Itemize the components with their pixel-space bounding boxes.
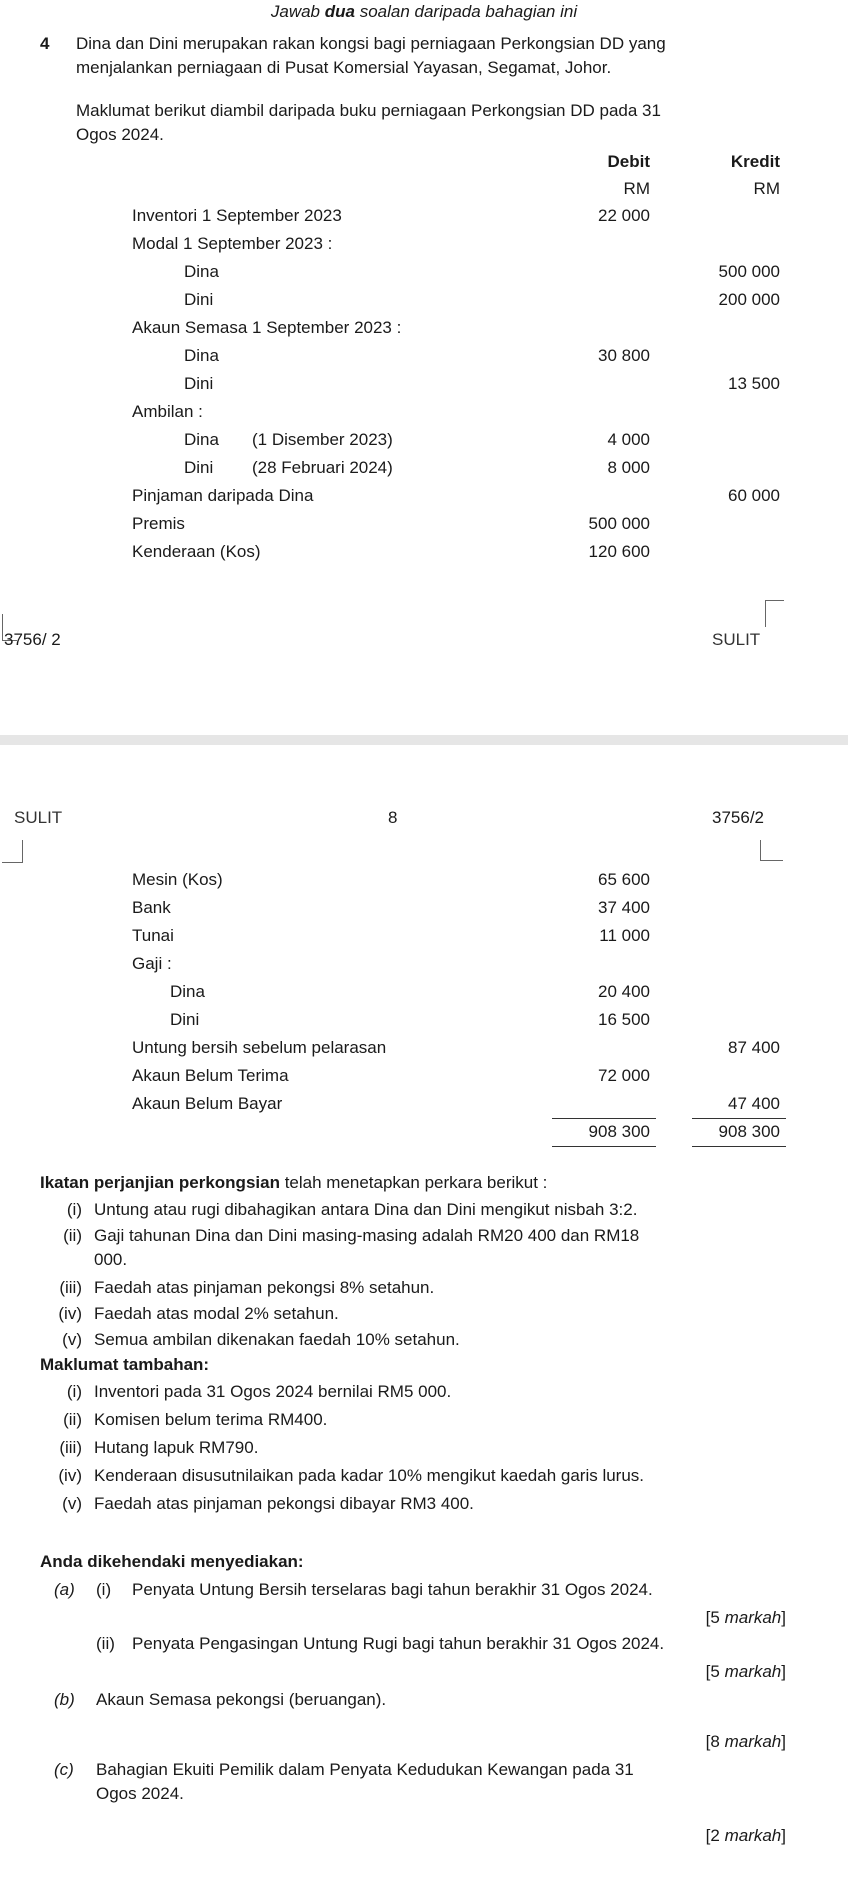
total-debit: 908 300 — [588, 1122, 650, 1141]
page2-header-code: 3756/2 — [712, 808, 764, 827]
agreement-num: (v) — [62, 1330, 82, 1349]
ledger-debit: 20 400 — [598, 982, 650, 1001]
ledger-label: Akaun Semasa 1 September 2023 : — [132, 318, 402, 337]
page1-footer-sulit: SULIT — [712, 630, 761, 649]
agreement-heading: Ikatan perjanjian perkongsian telah menetapkan perkara berikut : — [40, 1173, 548, 1192]
ledger-debit: 30 800 — [598, 346, 650, 365]
ledger-label: Premis — [132, 514, 185, 533]
ledger-label: Bank — [132, 898, 171, 917]
task-b-label: (b) — [54, 1690, 75, 1709]
additional-num: (v) — [62, 1494, 82, 1513]
ledger-label: Untung bersih sebelum pelarasan — [132, 1038, 387, 1057]
page2-header-sulit: SULIT — [14, 808, 63, 827]
crop-mark-top-left — [2, 840, 23, 863]
ledger-label: Dina — [170, 982, 205, 1001]
ledger-debit: 22 000 — [598, 206, 650, 225]
tasks-heading: Anda dikehendaki menyediakan: — [40, 1552, 304, 1571]
ledger-kredit: 60 000 — [728, 486, 780, 505]
ledger-label: Pinjaman daripada Dina — [132, 486, 314, 505]
ledger-label: Gaji : — [132, 954, 172, 973]
total-rule-kredit-top — [692, 1118, 786, 1119]
additional-num: (iv) — [58, 1466, 82, 1485]
ledger-label: Modal 1 September 2023 : — [132, 234, 333, 253]
crop-mark-top-right — [760, 840, 783, 861]
agreement-num: (i) — [66, 1200, 82, 1219]
question-intro-line1: Dina dan Dini merupakan rakan kongsi bagi perniagaan Perkongsian DD yang — [76, 34, 666, 53]
marks-word: markah — [724, 1608, 782, 1627]
ledger-label: Dini — [184, 458, 214, 477]
debit-column-header: Debit — [607, 152, 650, 171]
additional-item: Komisen belum terima RM400. — [94, 1410, 328, 1429]
question-intro-line2: menjalankan perniagaan di Pusat Komersial Yayasan, Segamat, Johor. — [76, 58, 612, 77]
task-c-label: (c) — [54, 1760, 74, 1779]
crop-mark-bottom-right — [765, 600, 784, 627]
question-number: 4 — [40, 34, 50, 53]
ledger-label: Dina — [184, 262, 219, 281]
ledger-debit: 37 400 — [598, 898, 650, 917]
additional-item: Inventori pada 31 Ogos 2024 bernilai RM5 000. — [94, 1382, 452, 1401]
additional-num: (i) — [66, 1382, 82, 1401]
ledger-debit: 65 600 — [598, 870, 650, 889]
page-gap — [0, 735, 848, 745]
task-a-i-marks: [5 markah] — [705, 1608, 786, 1627]
ledger-debit: 16 500 — [598, 1010, 650, 1029]
marks-word: markah — [724, 1826, 782, 1845]
ledger-debit: 8 000 — [607, 458, 650, 477]
task-a-ii-marks: [5 markah] — [705, 1662, 786, 1681]
additional-num: (iii) — [59, 1438, 82, 1457]
info-line2: Ogos 2024. — [76, 125, 164, 144]
task-c-line2: Ogos 2024. — [96, 1784, 184, 1803]
agreement-num: (iv) — [58, 1304, 82, 1323]
additional-item: Faedah atas pinjaman pekongsi dibayar RM3 400. — [94, 1494, 474, 1513]
page2-number: 8 — [388, 808, 398, 827]
ledger-kredit: 200 000 — [718, 290, 780, 309]
kredit-column-header: Kredit — [730, 152, 780, 171]
total-rule-debit-top — [552, 1118, 656, 1119]
ledger-date: (28 Februari 2024) — [252, 458, 393, 477]
ledger-label: Dina — [184, 430, 219, 449]
additional-num: (ii) — [63, 1410, 82, 1429]
agreement-item: Gaji tahunan Dina dan Dini masing-masing adalah RM20 400 dan RM18 — [94, 1226, 640, 1245]
agreement-item: Faedah atas modal 2% setahun. — [94, 1304, 339, 1323]
additional-item: Kenderaan disusutnilaikan pada kadar 10% mengikut kaedah garis lurus. — [94, 1466, 645, 1485]
ledger-debit: 500 000 — [588, 514, 650, 533]
ledger-kredit: 47 400 — [728, 1094, 780, 1113]
task-b-text: Akaun Semasa pekongsi (beruangan). — [96, 1690, 387, 1709]
additional-item: Hutang lapuk RM790. — [94, 1438, 259, 1457]
ledger-debit: 120 600 — [588, 542, 650, 561]
marks-word: markah — [724, 1662, 782, 1681]
agreement-item: Faedah atas pinjaman pekongsi 8% setahun. — [94, 1278, 435, 1297]
agreement-item: Untung atau rugi dibahagikan antara Dina dan Dini mengikut nisbah 3:2. — [94, 1200, 638, 1219]
agreement-item-cont: 000. — [94, 1250, 128, 1269]
ledger-label: Akaun Belum Terima — [132, 1066, 289, 1085]
marks-word: markah — [724, 1732, 782, 1751]
ledger-debit: 11 000 — [599, 926, 650, 945]
ledger-kredit: 13 500 — [728, 374, 780, 393]
ledger-label: Dini — [184, 374, 214, 393]
task-a-label: (a) — [54, 1580, 75, 1599]
instruction-note: Jawab dua soalan daripada bahagian ini — [270, 2, 578, 21]
agreement-num: (iii) — [59, 1278, 82, 1297]
ledger-label: Akaun Belum Bayar — [132, 1094, 283, 1113]
page1-footer-code: 3756/ 2 — [4, 630, 61, 649]
emphasis-dua: dua — [324, 2, 355, 21]
debit-unit: RM — [623, 179, 650, 198]
ledger-label: Tunai — [132, 926, 174, 945]
total-rule-debit-bottom — [552, 1146, 656, 1147]
ledger-debit: 4 000 — [607, 430, 650, 449]
info-line1: Maklumat berikut diambil daripada buku perniagaan Perkongsian DD pada 31 — [76, 101, 661, 120]
ledger-label: Dini — [170, 1010, 200, 1029]
agreement-num: (ii) — [63, 1226, 82, 1245]
ledger-kredit: 87 400 — [728, 1038, 780, 1057]
ledger-label: Ambilan : — [132, 402, 203, 421]
task-a-i-text: Penyata Untung Bersih terselaras bagi tahun berakhir 31 Ogos 2024. — [132, 1580, 653, 1599]
ledger-kredit: 500 000 — [718, 262, 780, 281]
task-a-ii-text: Penyata Pengasingan Untung Rugi bagi tahun berakhir 31 Ogos 2024. — [132, 1634, 665, 1653]
additional-heading: Maklumat tambahan: — [40, 1355, 210, 1374]
ledger-date: (1 Disember 2023) — [252, 430, 393, 449]
task-c-line1: Bahagian Ekuiti Pemilik dalam Penyata Kedudukan Kewangan pada 31 — [96, 1760, 634, 1779]
ledger-label: Dini — [184, 290, 214, 309]
kredit-unit: RM — [753, 179, 780, 198]
ledger-label: Kenderaan (Kos) — [132, 542, 261, 561]
task-a-ii-num: (ii) — [96, 1634, 115, 1653]
agreement-item: Semua ambilan dikenakan faedah 10% setahun. — [94, 1330, 460, 1349]
task-a-i-num: (i) — [96, 1580, 112, 1599]
ledger-label: Inventori 1 September 2023 — [132, 206, 342, 225]
ledger-debit: 72 000 — [598, 1066, 650, 1085]
task-b-marks: [8 markah] — [705, 1732, 786, 1751]
total-rule-kredit-bottom — [692, 1146, 786, 1147]
ledger-label: Dina — [184, 346, 219, 365]
total-kredit: 908 300 — [718, 1122, 780, 1141]
task-c-marks: [2 markah] — [705, 1826, 786, 1845]
ledger-label: Mesin (Kos) — [132, 870, 223, 889]
